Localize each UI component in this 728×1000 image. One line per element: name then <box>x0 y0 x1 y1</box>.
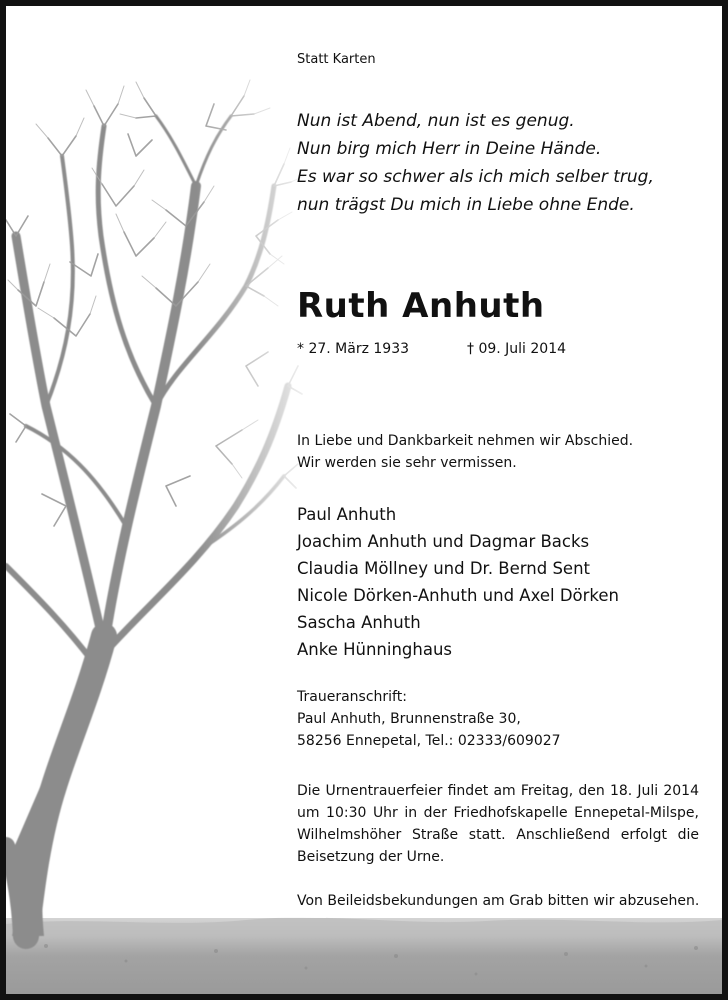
address-street: Paul Anhuth, Brunnenstraße 30, <box>297 711 521 727</box>
poem <box>297 107 654 219</box>
farewell-line: Wir werden sie sehr vermissen. <box>297 455 517 471</box>
service-line: Wilhelmshöher Straße statt. Anschließend erfolgt die <box>297 827 699 843</box>
mourners-list <box>297 501 619 663</box>
poem-line: nun trägst Du mich in Liebe ohne Ende. <box>297 195 635 215</box>
mourner-name: Claudia Möllney und Dr. Bernd Sent <box>297 559 590 578</box>
statt-karten-header: Statt Karten <box>297 52 376 67</box>
farewell-line: In Liebe und Dankbarkeit nehmen wir Abschied. <box>297 433 634 449</box>
service-line: Beisetzung der Urne. <box>297 849 445 865</box>
poem-line: Nun ist Abend, nun ist es genug. <box>297 111 575 131</box>
poem-line: Nun birg mich Herr in Deine Hände. <box>297 139 602 159</box>
service-line: um 10:30 Uhr in der Friedhofskapelle Ennepetal-Milspe, <box>297 805 699 821</box>
mourner-name: Anke Hünninghaus <box>297 640 453 659</box>
death-date: † 09. Juli 2014 <box>467 341 567 357</box>
address-label: Traueranschrift: <box>297 689 407 705</box>
service-line: Die Urnentrauerfeier findet am Freitag, den 18. Juli 2014 <box>297 783 699 799</box>
condolence-note: Von Beileidsbekundungen am Grab bitten wir abzusehen. <box>297 893 700 909</box>
mourner-name: Nicole Dörken-Anhuth und Axel Dörken <box>297 586 619 605</box>
funeral-service-info <box>297 780 699 868</box>
farewell-text <box>297 430 633 474</box>
mourning-address <box>297 686 561 752</box>
mourner-name: Joachim Anhuth und Dagmar Backs <box>297 532 590 551</box>
birth-date: * 27. März 1933 <box>297 341 410 357</box>
mourner-name: Sascha Anhuth <box>297 613 421 632</box>
address-city-phone: 58256 Ennepetal, Tel.: 02333/609027 <box>297 733 561 749</box>
poem-line: Es war so schwer als ich mich selber trug, <box>297 167 654 187</box>
mourner-name: Paul Anhuth <box>297 505 397 524</box>
deceased-name: Ruth Anhuth <box>297 286 545 326</box>
